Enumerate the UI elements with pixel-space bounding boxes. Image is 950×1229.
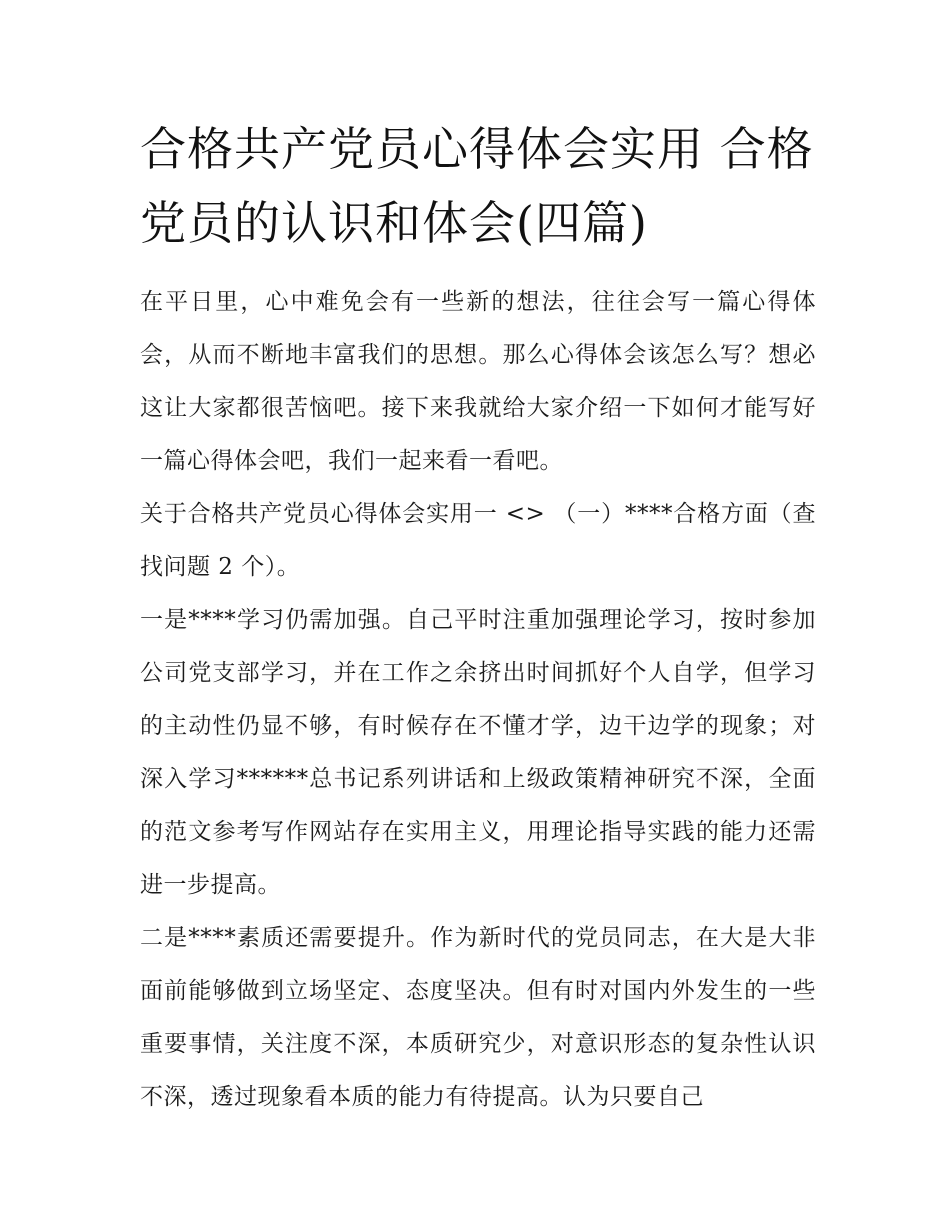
document-body <box>140 276 816 1124</box>
document-title: 合格共产党员心得体会实用 合格党员的认识和体会(四篇) <box>140 122 814 250</box>
point-two-paragraph: 二是****素质还需要提升。作为新时代的党员同志，在大是大非面前能够做到立场坚定、态度坚决。但有时对国内外发生的一些重要事情，关注度不深，本质研究少，对意识形态的复杂性认识不深，透过现象看本质的能力有待提高。认为只要自己 <box>140 925 816 1110</box>
intro-paragraph: 在平日里，心中难免会有一些新的想法，往往会写一篇心得体会，从而不断地丰富我们的思想。那么心得体会该怎么写？想必这让大家都很苦恼吧。接下来我就给大家介绍一下如何才能写好一篇心得体会吧，我们一起来看一看吧。 <box>140 289 816 474</box>
point-one-paragraph: 一是****学习仍需加强。自己平时注重加强理论学习，按时参加公司党支部学习，并在工作之余挤出时间抓好个人自学，但学习的主动性仍显不够，有时候存在不懂才学，边干边学的现象；对深入学习******总书记系列讲话和上级政策精神研究不深，全面的范文参考写作网站存在实用主义，用理论指导实践的能力还需进一步提高。 <box>140 607 816 898</box>
section-heading-paragraph: 关于合格共产党员心得体会实用一 <> （一）****合格方面（查找问题 2 个）。 <box>140 501 816 580</box>
